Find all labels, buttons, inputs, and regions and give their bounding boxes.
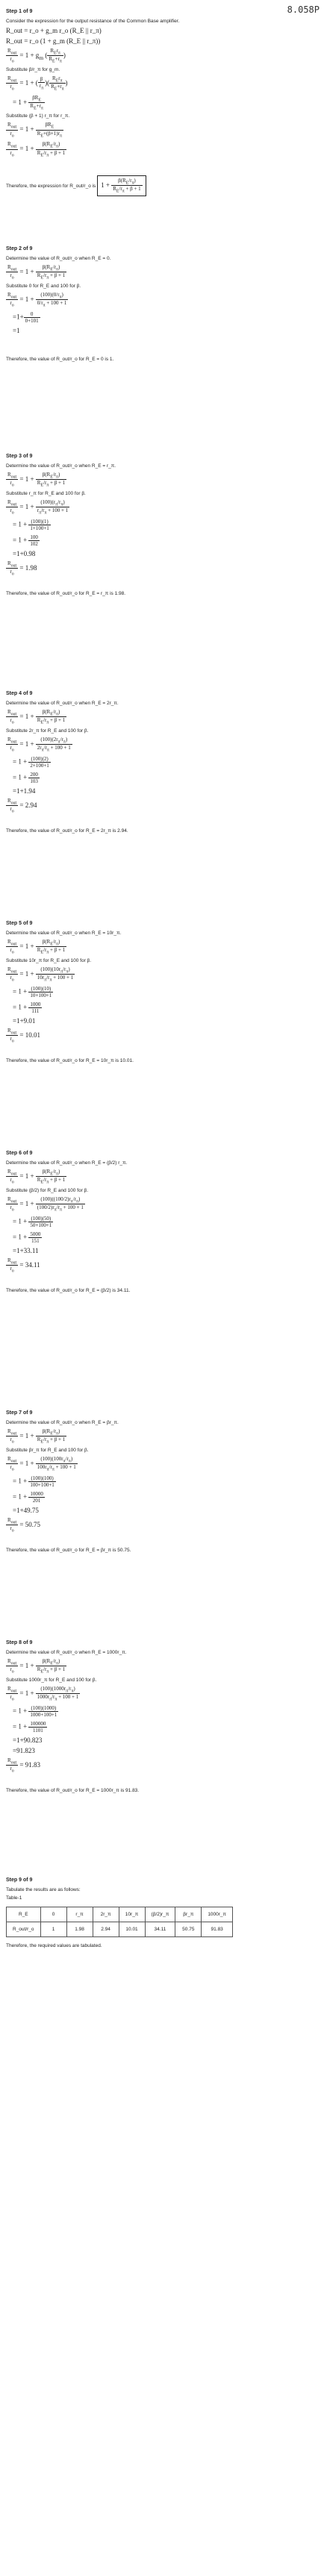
- table-cell: R_E: [7, 1907, 41, 1922]
- step-result: Therefore, the value of R_out/r_o for R_E = r_π is 1.98.: [6, 591, 126, 597]
- equation: $\frac{R_{out}}{r_o}$ = 1 + $\frac{(100)(100r_\pi/r_\pi)}{100r_\pi/r_\pi + 100 + 1}$: [7, 1455, 76, 1472]
- step-3: [6, 454, 312, 678]
- equation: = 1 + $\frac{1000}{111}$: [6, 1001, 41, 1014]
- table-cell: 1: [40, 1922, 66, 1937]
- equation: $\frac{R_{out}}{r_o}$ = 91.83: [7, 1757, 40, 1774]
- step-7: [6, 1410, 312, 1627]
- equation: $\frac{R_{out}}{r_o}$ = 1 + $\frac{(100)(0/r_\pi)}{0/r_\pi + 100 + 1}$: [7, 291, 67, 308]
- step-question: Determine the value of R_out/r_o when R_E = r_π.: [6, 463, 116, 469]
- equation: = 1 + $\frac{(100)(100)}{100+100+1}$: [6, 1475, 54, 1488]
- step-9: [6, 1878, 312, 1948]
- equation: $\frac{R_{out}}{r_o}$ = 1 + ( $\frac{\beta}{r_\pi}$ )( $\frac{R_Er_\pi}{R_E+r_\pi}$ ): [7, 75, 68, 92]
- equation: = 1 + $\frac{(100)(50)}{50+100+1}$: [6, 1215, 52, 1228]
- equation: $\frac{R_{out}}{r_o}$ = 1 + $\frac{\beta(R_E/r_\pi)}{R_E/r_\pi + \beta + 1}$: [7, 472, 66, 488]
- substitution-text: Substitute r_π for R_E and 100 for β.: [6, 490, 86, 496]
- equation: $\frac{R_{out}}{r_o}$ = 10.01: [7, 1027, 40, 1044]
- equation: =1: [13, 326, 20, 334]
- substitution-text: Substitute 1000r_π for R_E and 100 for β.: [6, 1677, 97, 1683]
- equation: $\frac{R_{out}}{r_o}$ = 1 + $\frac{\beta(R_E/r_\pi)}{R_E/r_\pi + \beta + 1}$: [7, 709, 66, 725]
- table-cell: (β/2)r_π: [145, 1907, 175, 1922]
- step-result: Therefore, the value of R_out/r_o for R_E = 0 is 1.: [6, 356, 114, 362]
- step-intro: Consider the expression for the output resistance of the Common Base amplifier.: [6, 19, 180, 24]
- step-question: Determine the value of R_out/r_o when R_E = 1000r_π.: [6, 1650, 127, 1655]
- equation: = 1 + $\frac{100}{102}$: [6, 534, 38, 547]
- table-cell: 1000r_π: [202, 1907, 233, 1922]
- equation: R_out = r_o + g_m r_o (R_E || r_π): [6, 27, 102, 34]
- step-question: Determine the value of R_out/r_o when R_E = 2r_π.: [6, 701, 119, 706]
- table-cell: 34.11: [145, 1922, 175, 1937]
- substitution-text: Substitute (β/2) for R_E and 100 for β.: [6, 1187, 89, 1193]
- table-row: [7, 1907, 233, 1922]
- table-cell: 10r_π: [119, 1907, 145, 1922]
- table-cell: 2r_π: [93, 1907, 119, 1922]
- step-title: Step 2 of 9: [6, 246, 33, 251]
- step-conclusion: Therefore, the required values are tabulated.: [6, 1943, 102, 1948]
- solution-content: [6, 6, 312, 1962]
- equation: $\frac{R_{out}}{r_o}$ = 1 + $\frac{(100)(r_\pi/r_\pi)}{r_\pi/r_\pi + 100 + 1}$: [7, 498, 69, 516]
- table-cell: 91.83: [202, 1922, 233, 1937]
- equation: $\frac{R_{out}}{r_o}$ = 1 + $\frac{\beta(R_E/r_\pi)}{R_E/r_\pi + \beta + 1}$: [7, 1169, 66, 1185]
- equation: $\frac{R_{out}}{r_o}$ = 1.98: [7, 560, 37, 577]
- step-question: Determine the value of R_out/r_o when R_E = 0.: [6, 256, 111, 261]
- step-4: [6, 691, 312, 907]
- boxed-expression: 1 + $\frac{\beta(R_E/r_\pi)}{R_E/r_\pi + \beta + 1}$: [97, 175, 146, 196]
- step-result: Therefore, the value of R_out/r_o for R_E = (β/2) is 34.11.: [6, 1288, 131, 1294]
- equation: = 1 + $\frac{(100)(10)}{10+100+1}$: [6, 985, 52, 998]
- equation: =1+90.823: [13, 1736, 43, 1744]
- equation: $\frac{R_{out}}{r_o}$ = 1 + $\frac{\beta(R_E/r_\pi)}{R_E/r_\pi + \beta + 1}$: [7, 141, 66, 157]
- equation: $\frac{R_{out}}{r_o}$ = 1 + $\frac{\beta(R_E/r_\pi)}{R_E/r_\pi + \beta + 1}$: [7, 939, 66, 955]
- equation: =1+33.11: [13, 1246, 39, 1254]
- step-question: Determine the value of R_out/r_o when R_E = βr_π.: [6, 1420, 119, 1425]
- table-row: [7, 1922, 233, 1937]
- equation: $\frac{R_{out}}{r_o}$ = 1 + $\frac{\beta(R_E/r_\pi)}{R_E/r_\pi + \beta + 1}$: [7, 264, 66, 281]
- table-cell: 2.94: [93, 1922, 119, 1937]
- step-question: Determine the value of R_out/r_o when R_E = (β/2) r_π.: [6, 1160, 128, 1166]
- substitution-text: Substitute 10r_π for R_E and 100 for β.: [6, 957, 92, 963]
- step-title: Step 6 of 9: [6, 1151, 33, 1156]
- step-5: [6, 921, 312, 1137]
- step-title: Step 8 of 9: [6, 1640, 33, 1645]
- step-title: Step 4 of 9: [6, 691, 33, 696]
- step-result: Therefore, the value of R_out/r_o for R_E = 10r_π is 10.01.: [6, 1058, 134, 1064]
- step-8: [6, 1640, 312, 1864]
- table-cell: 1.98: [66, 1922, 93, 1937]
- table-cell: 0: [40, 1907, 66, 1922]
- equation: $\frac{R_{out}}{r_o}$ = 1 + $\frac{\beta(R_E/r_\pi)}{R_E/r_\pi + \beta + 1}$: [7, 1658, 66, 1675]
- step-title: Step 7 of 9: [6, 1410, 33, 1416]
- equation: = 1 + $\frac{(100)(1000)}{1000+100+1}$: [6, 1704, 57, 1718]
- table-cell: 50.75: [175, 1922, 202, 1937]
- equation: $\frac{R_{out}}{r_o}$ = 1 + $\frac{(100)(2r_\pi/r_\pi)}{2r_\pi/r_\pi + 100 + 1}$: [7, 736, 71, 753]
- equation: = 1 + $\frac{200}{103}$: [6, 771, 38, 784]
- substitution-text: Substitute (β + 1) r_π for r_π.: [6, 113, 70, 119]
- equation: = 1 + $\frac{10000}{201}$: [6, 1490, 43, 1504]
- equation: R_out = r_o (1 + g_m (R_E || r_π)): [6, 37, 101, 45]
- equation: = 1 + $\frac{100000}{1101}$: [6, 1720, 46, 1734]
- results-table: [6, 1907, 233, 1937]
- substitution-text: Substitute 2r_π for R_E and 100 for β.: [6, 728, 89, 734]
- step-conclusion: Therefore, the expression for R_out/r_o is 1 + $\frac{\beta(R_E/r_\pi)}{R_E/r_\pi + \beta + 1}$: [6, 172, 312, 199]
- equation: $\frac{R_{out}}{r_o}$ = 1 + $\frac{(100)((100/2)r_\pi/r_\pi)}{(100/2)r_\pi/r_\pi + 100 + 1}$: [7, 1195, 84, 1213]
- equation: $\frac{R_{out}}{r_o}$ = 50.75: [7, 1516, 40, 1534]
- page-indicator: 8.058P: [287, 4, 320, 15]
- equation: =1+0.98: [13, 549, 36, 557]
- step-title: Step 5 of 9: [6, 921, 33, 926]
- table-caption: Table-1: [6, 1895, 22, 1901]
- equation: =1+9.01: [13, 1016, 36, 1025]
- equation: =1+1.94: [13, 787, 36, 795]
- table-cell: 10.01: [119, 1922, 145, 1937]
- equation: =91.823: [13, 1746, 35, 1754]
- step-title: Step 1 of 9: [6, 9, 33, 14]
- step-result: Therefore, the value of R_out/r_o for R_E = 1000r_π is 91.83.: [6, 1788, 140, 1794]
- step-title: Step 9 of 9: [6, 1878, 33, 1883]
- table-cell: R_out/r_o: [7, 1922, 41, 1937]
- equation: =1+ $\frac{0}{0+101}$: [13, 310, 39, 324]
- step-title: Step 3 of 9: [6, 454, 33, 459]
- equation: =1+49.75: [13, 1506, 39, 1514]
- equation: $\frac{R_{out}}{r_o}$ = 34.11: [7, 1257, 40, 1274]
- equation: = 1 + $\frac{(100)(1)}{1+100+1}$: [6, 518, 49, 531]
- step-intro: Tabulate the results are as follows:: [6, 1887, 81, 1892]
- substitution-text: Substitute βr_π for R_E and 100 for β.: [6, 1447, 89, 1453]
- step-question: Determine the value of R_out/r_o when R_E = 10r_π.: [6, 931, 122, 936]
- equation: $\frac{R_{out}}{r_o}$ = 2.94: [7, 797, 37, 814]
- equation: $\frac{R_{out}}{r_o}$ = $1 + g_m$ ( $\frac{R_Er_\pi}{R_E+r_\pi}$ ): [7, 48, 66, 64]
- equation: $\frac{R_{out}}{r_o}$ = 1 + $\frac{\beta(R_E/r_\pi)}{R_E/r_\pi + \beta + 1}$: [7, 1428, 66, 1445]
- equation: $\frac{R_{out}}{r_o}$ = 1 + $\frac{(100)(1000r_\pi/r_\pi)}{1000r_\pi/r_\pi + 100 + 1}$: [7, 1685, 79, 1702]
- substitution-text: Substitute β/r_π for g_m.: [6, 66, 60, 72]
- equation: = 1 + $\frac{\beta R_E}{R_E+r_\pi}$: [6, 94, 43, 111]
- substitution-text: Substitute 0 for R_E and 100 for β.: [6, 283, 81, 289]
- equation: $\frac{R_{out}}{r_o}$ = 1 + $\frac{(100)(10r_\pi/r_\pi)}{10r_\pi/r_\pi + 100 + 1}$: [7, 966, 74, 983]
- step-1: [6, 9, 312, 233]
- step-2: [6, 246, 312, 440]
- step-6: [6, 1151, 312, 1397]
- table-cell: βr_π: [175, 1907, 202, 1922]
- equation: = 1 + $\frac{5000}{151}$: [6, 1231, 41, 1244]
- step-result: Therefore, the value of R_out/r_o for R_E = βr_π is 50.75.: [6, 1548, 131, 1554]
- equation: = 1 + $\frac{(100)(2)}{2+100+1}$: [6, 755, 49, 769]
- equation: $\frac{R_{out}}{r_o}$ = 1 + $\frac{\beta R_E}{R_E+(\beta+1)r_\pi}$: [7, 122, 62, 139]
- step-result: Therefore, the value of R_out/r_o for R_E = 2r_π is 2.94.: [6, 828, 128, 834]
- table-cell: r_π: [66, 1907, 93, 1922]
